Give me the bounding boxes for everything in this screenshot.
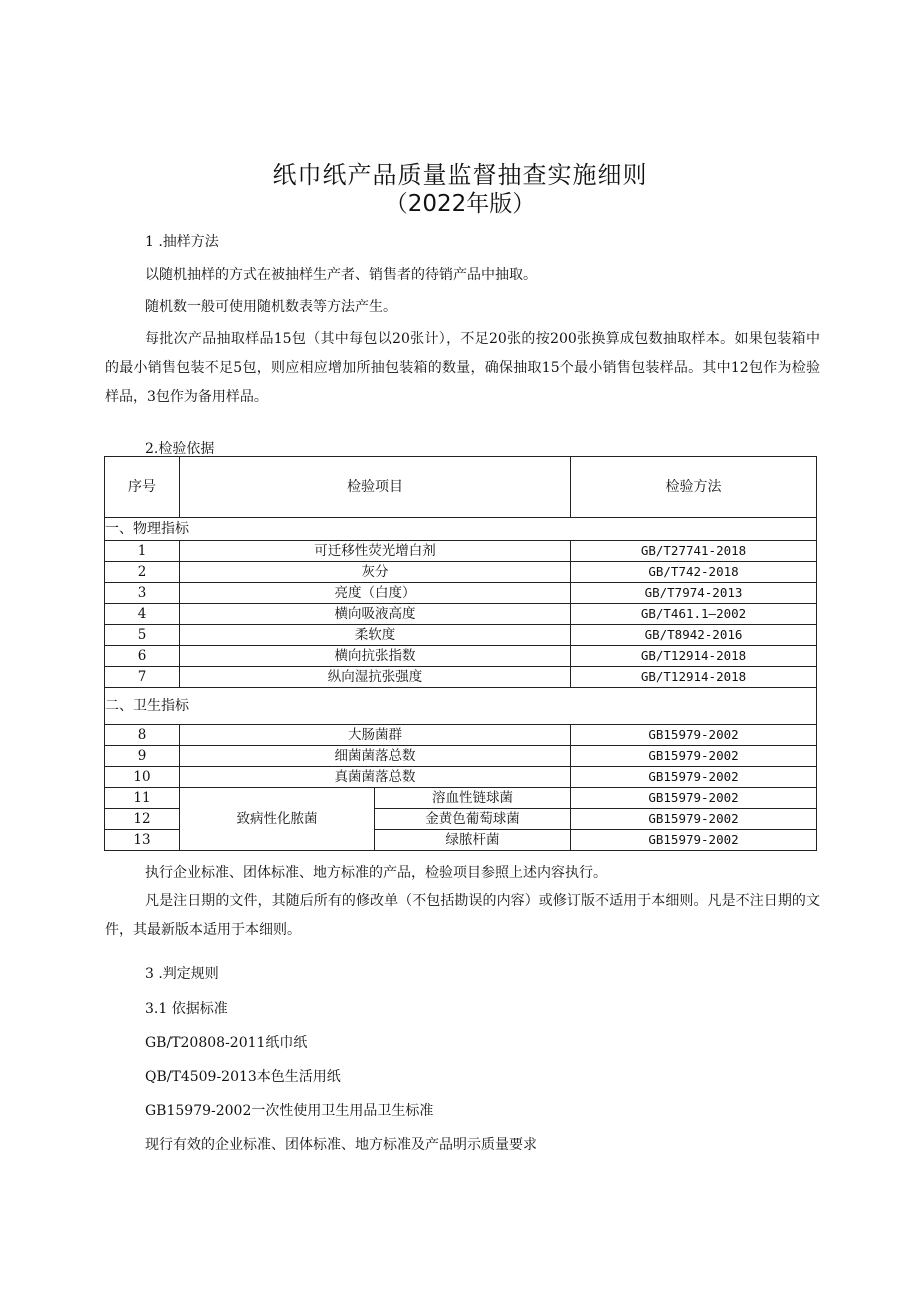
row-no: 3 bbox=[105, 583, 180, 604]
row-item: 真菌菌落总数 bbox=[180, 767, 571, 788]
sampling-paragraph-2: 随机数一般可使用随机数表等方法产生。 bbox=[145, 299, 397, 315]
pathogen-group-label: 致病性化脓菌 bbox=[180, 788, 375, 851]
standard-item: QB/T4509-2013本色生活用纸 bbox=[145, 1069, 341, 1085]
table-row bbox=[105, 625, 817, 646]
standard-item: GB/T20808-2011纸巾纸 bbox=[145, 1035, 308, 1051]
row-item: 可迁移性荧光增白剂 bbox=[180, 541, 571, 562]
row-no: 4 bbox=[105, 604, 180, 625]
row-no: 11 bbox=[105, 788, 180, 809]
sampling-paragraph-1: 以随机抽样的方式在被抽样生产者、销售者的待销产品中抽取。 bbox=[145, 267, 537, 283]
table-row bbox=[105, 562, 817, 583]
table-row bbox=[105, 667, 817, 688]
row-no: 10 bbox=[105, 767, 180, 788]
row-item: 灰分 bbox=[180, 562, 571, 583]
row-item: 亮度（白度） bbox=[180, 583, 571, 604]
row-no: 9 bbox=[105, 746, 180, 767]
row-item: 大肠菌群 bbox=[180, 725, 571, 746]
group-hygiene-row bbox=[105, 688, 817, 725]
table-row bbox=[105, 646, 817, 667]
section-3-heading: 3 .判定规则 bbox=[145, 966, 219, 982]
row-method: GB15979-2002 bbox=[571, 746, 817, 767]
row-no: 13 bbox=[105, 830, 180, 851]
row-method: GB15979-2002 bbox=[571, 725, 817, 746]
row-method: GB/T8942-2016 bbox=[571, 625, 817, 646]
row-method: GB15979-2002 bbox=[571, 809, 817, 830]
row-no: 6 bbox=[105, 646, 180, 667]
table-row bbox=[105, 541, 817, 562]
table-row bbox=[105, 788, 817, 809]
section-1-heading: 1 .抽样方法 bbox=[145, 234, 219, 250]
inspection-table bbox=[104, 456, 817, 851]
group-hygiene-label: 二、卫生指标 bbox=[105, 688, 817, 725]
table-header-row bbox=[105, 457, 817, 518]
row-method: GB/T12914-2018 bbox=[571, 646, 817, 667]
row-method: GB/T12914-2018 bbox=[571, 667, 817, 688]
group-physical-row bbox=[105, 518, 817, 541]
row-item: 横向吸液高度 bbox=[180, 604, 571, 625]
header-no: 序号 bbox=[105, 457, 180, 518]
row-method: GB15979-2002 bbox=[571, 767, 817, 788]
row-item: 横向抗张指数 bbox=[180, 646, 571, 667]
row-method: GB15979-2002 bbox=[571, 830, 817, 851]
header-method: 检验方法 bbox=[571, 457, 817, 518]
standard-item: 现行有效的企业标准、团体标准、地方标准及产品明示质量要求 bbox=[145, 1137, 537, 1153]
document-edition: （2022年版） bbox=[384, 191, 536, 217]
group-physical-label: 一、物理指标 bbox=[105, 518, 817, 541]
row-no: 2 bbox=[105, 562, 180, 583]
row-no: 8 bbox=[105, 725, 180, 746]
section-2-heading: 2.检验依据 bbox=[145, 441, 215, 457]
row-no: 1 bbox=[105, 541, 180, 562]
row-item: 柔软度 bbox=[180, 625, 571, 646]
document-title: 纸巾纸产品质量监督抽查实施细则 bbox=[272, 161, 648, 189]
applicability-note: 执行企业标准、团体标准、地方标准的产品，检验项目参照上述内容执行。 bbox=[145, 865, 607, 881]
row-method: GB/T27741-2018 bbox=[571, 541, 817, 562]
row-method: GB/T461.1—2002 bbox=[571, 604, 817, 625]
table-row bbox=[105, 725, 817, 746]
reference-note: 凡是注日期的文件，其随后所有的修改单（不包括勘误的内容）或修订版不适用于本细则。凡是不注日期的文件，其最新版本适用于本细则。 bbox=[105, 893, 820, 938]
header-item: 检验项目 bbox=[180, 457, 571, 518]
row-method: GB/T7974-2013 bbox=[571, 583, 817, 604]
row-no: 5 bbox=[105, 625, 180, 646]
table-row bbox=[105, 604, 817, 625]
row-item: 金黄色葡萄球菌 bbox=[375, 809, 571, 830]
table-row bbox=[105, 583, 817, 604]
table-row bbox=[105, 767, 817, 788]
row-no: 7 bbox=[105, 667, 180, 688]
row-method: GB15979-2002 bbox=[571, 788, 817, 809]
standard-item: GB15979-2002一次性使用卫生用品卫生标准 bbox=[145, 1103, 434, 1119]
row-item: 细菌菌落总数 bbox=[180, 746, 571, 767]
row-item: 溶血性链球菌 bbox=[375, 788, 571, 809]
row-no: 12 bbox=[105, 809, 180, 830]
table-row bbox=[105, 746, 817, 767]
section-3-1-heading: 3.1 依据标准 bbox=[145, 1001, 228, 1017]
row-item: 绿脓杆菌 bbox=[375, 830, 571, 851]
row-method: GB/T742-2018 bbox=[571, 562, 817, 583]
sampling-paragraph-3: 每批次产品抽取样品15包（其中每包以20张计），不足20张的按200张换算成包数抽取样本。如果包装箱中的最小销售包装不足5包，则应相应增加所抽包装箱的数量，确保抽取15个最小销售包装样品。其中12包作为检验样品，3包作为备用样品。 bbox=[105, 331, 820, 405]
row-item: 纵向湿抗张强度 bbox=[180, 667, 571, 688]
